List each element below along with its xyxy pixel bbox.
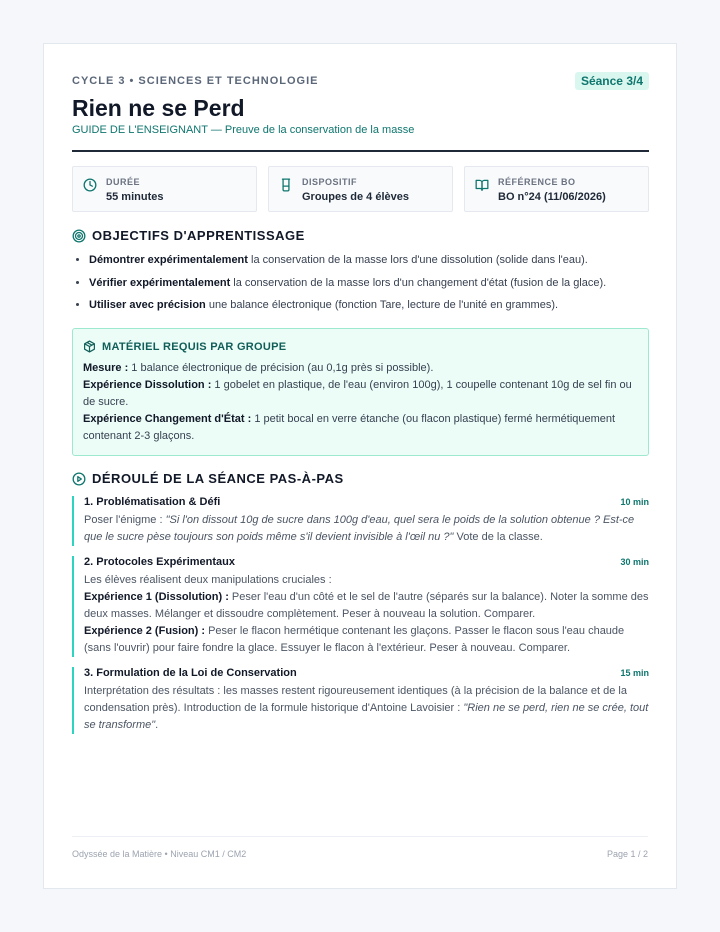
material-label: Expérience Dissolution : bbox=[83, 379, 212, 391]
info-card-value: 55 minutes bbox=[106, 191, 164, 203]
objective-item bbox=[89, 276, 649, 290]
package-icon bbox=[83, 340, 96, 353]
steps-section bbox=[72, 471, 649, 734]
clock-icon bbox=[83, 178, 97, 192]
materials-heading bbox=[83, 340, 638, 353]
step-duration: 15 min bbox=[620, 668, 649, 678]
step-outro: Vote de la classe. bbox=[453, 531, 543, 543]
step-body bbox=[84, 512, 649, 546]
info-card-value: Groupes de 4 élèves bbox=[302, 191, 409, 203]
info-card-label: DURÉE bbox=[106, 177, 141, 187]
materials-list bbox=[83, 360, 638, 445]
experiment-label: Expérience 2 (Fusion) : bbox=[84, 625, 206, 637]
material-text: 1 gobelet en plastique, de l'eau (environ 100g), 1 coupelle contenant 10g de sel fin ou de sucre. bbox=[83, 379, 632, 408]
objectives-section bbox=[72, 228, 649, 312]
step-quote: "Si l'on dissout 10g de sucre dans 100g d'eau, quel sera le poids de la solution obtenue ? Est-ce que le sucre pèse toujours son poids même s'il devient invisible à l'œil nu ?" bbox=[84, 514, 635, 543]
cycle-label: CYCLE 3 • SCIENCES ET TECHNOLOGIE bbox=[72, 75, 319, 87]
step-outro: . bbox=[155, 719, 159, 731]
step-duration: 10 min bbox=[620, 497, 649, 507]
page-subtitle: GUIDE DE L'ENSEIGNANT — Preuve de la conservation de la masse bbox=[72, 124, 415, 136]
objectives-heading bbox=[72, 228, 649, 243]
experiment-label: Expérience 1 (Dissolution) : bbox=[84, 591, 229, 603]
step-body bbox=[84, 572, 649, 657]
objective-item bbox=[89, 253, 649, 267]
info-card-duration bbox=[72, 166, 257, 212]
material-item bbox=[83, 377, 638, 411]
info-card-value: BO n°24 (11/06/2026) bbox=[498, 191, 606, 203]
book-open-icon bbox=[475, 178, 489, 192]
experiment-text: Peser le flacon hermétique contenant les glaçons. Passer le flacon sous l'eau chaude (sans l'ouvrir) pour faire fondre la glace. Essuyer le flacon à l'extérieur. Peser à nouveau. Comparer. bbox=[84, 625, 625, 654]
step-experiment bbox=[84, 623, 649, 657]
objective-text: une balance électronique (fonction Tare, lecture de l'unité en grammes). bbox=[205, 299, 559, 311]
step-title: 1. Problématisation & Défi bbox=[84, 496, 221, 508]
info-cards bbox=[72, 166, 649, 212]
info-card-setup bbox=[268, 166, 453, 212]
materials-box bbox=[72, 328, 649, 456]
step-item bbox=[72, 496, 649, 546]
step-intro: Poser l'énigme : bbox=[84, 514, 166, 526]
step-body bbox=[84, 683, 649, 734]
footer-series: Odyssée de la Matière • Niveau CM1 / CM2 bbox=[72, 849, 247, 859]
objectives-title: OBJECTIFS D'APPRENTISSAGE bbox=[92, 228, 305, 243]
page-footer bbox=[72, 836, 648, 859]
step-quote: "Rien ne se perd, rien ne se crée, tout se transforme" bbox=[84, 702, 649, 731]
step-item bbox=[72, 667, 649, 734]
step-intro: Interprétation des résultats : les masses restent rigoureusement identiques (à la précision de la balance et de la condensation près). Introduction de la formule historique d'Antoine Lavoisier : bbox=[84, 685, 627, 714]
objective-verb: Vérifier expérimentalement bbox=[89, 276, 231, 289]
info-card-label: RÉFÉRENCE BO bbox=[498, 177, 576, 187]
material-item bbox=[83, 360, 638, 377]
step-item bbox=[72, 556, 649, 657]
info-card-reference bbox=[464, 166, 649, 212]
steps-title: DÉROULÉ DE LA SÉANCE PAS-À-PAS bbox=[92, 471, 344, 486]
materials-title: MATÉRIEL REQUIS PAR GROUPE bbox=[102, 340, 287, 353]
page-title: Rien ne se Perd bbox=[72, 95, 245, 121]
step-duration: 30 min bbox=[620, 557, 649, 567]
step-title: 3. Formulation de la Loi de Conservation bbox=[84, 667, 297, 679]
material-item bbox=[83, 411, 638, 445]
page-number: Page 1 / 2 bbox=[606, 849, 648, 859]
objective-text: la conservation de la masse lors d'une dissolution (solide dans l'eau). bbox=[247, 254, 588, 266]
session-badge: Séance 3/4 bbox=[575, 72, 649, 90]
objectives-list bbox=[72, 253, 649, 312]
document-page bbox=[43, 43, 677, 889]
material-text: 1 petit bocal en verre étanche (ou flacon plastique) fermé hermétiquement contenant 2-3 glaçons. bbox=[83, 413, 616, 442]
material-text: 1 balance électronique de précision (au 0,1g près si possible). bbox=[128, 362, 434, 374]
info-card-label: DISPOSITIF bbox=[302, 177, 358, 187]
objective-verb: Utiliser avec précision bbox=[89, 299, 206, 311]
step-title: 2. Protocoles Expérimentaux bbox=[84, 556, 235, 568]
header-meta bbox=[72, 72, 649, 90]
material-label: Mesure : bbox=[83, 362, 129, 374]
beaker-icon bbox=[279, 178, 293, 192]
step-intro: Les élèves réalisent deux manipulations cruciales : bbox=[84, 574, 332, 586]
header-divider bbox=[72, 150, 649, 152]
steps-heading bbox=[72, 471, 649, 486]
step-experiment bbox=[84, 589, 649, 623]
play-circle-icon bbox=[72, 472, 86, 486]
experiment-text: Peser l'eau d'un côté et le sel de l'autre (séparés sur la balance). Noter la somme des deux masses. Mélanger et dissoudre complètement. Peser à nouveau la solution. Comparer. bbox=[84, 591, 649, 620]
target-icon bbox=[72, 229, 86, 243]
material-label: Expérience Changement d'État : bbox=[83, 413, 252, 425]
objective-verb: Démontrer expérimentalement bbox=[89, 254, 248, 266]
objective-item bbox=[89, 298, 649, 312]
objective-text: la conservation de la masse lors d'un changement d'état (fusion de la glace). bbox=[230, 276, 607, 289]
